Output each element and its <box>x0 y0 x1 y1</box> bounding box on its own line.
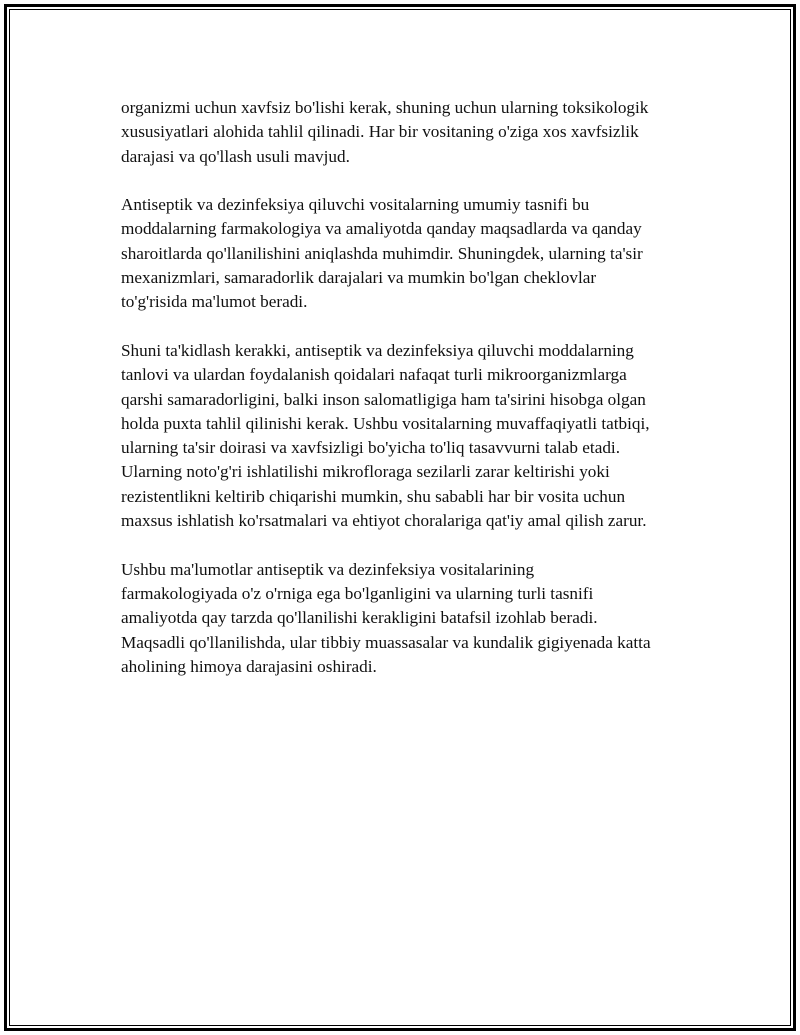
paragraph-1: organizmi uchun xavfsiz bo'lishi kerak, shuning uchun ularning toksikologik xususiyatlari alohida tahlil qilinadi. Har bir vositaning o'ziga xos xavfsizlik darajasi va qo'llash usuli mavjud. <box>121 98 649 166</box>
document-body <box>121 96 701 703</box>
paragraph-2: Antiseptik va dezinfeksiya qiluvchi vositalarning umumiy tasnifi bu moddalarning farmakologiya va amaliyotda qanday maqsadlarda va qanday sharoitlarda qo'llanilishini aniqlashda muhimdir. Shuningdek, ularning ta'sir mexanizmlari, samaradorlik darajalari va mumkin bo'lgan cheklovlar to'g'risida ma'lumot beradi. <box>121 195 643 312</box>
paragraph-4: Ushbu ma'lumotlar antiseptik va dezinfeksiya vositalarining farmakologiyada o'z o'rniga ega bo'lganligini va ularning turli tasnifi amaliyotda qay tarzda qo'llanilishi kerakligini batafsil izohlab beradi. Maqsadli qo'llanilishda, ular tibbiy muassasalar va kundalik gigiyenada katta aholining himoya darajasini oshiradi. <box>121 559 651 676</box>
paragraph-3: Shuni ta'kidlash kerakki, antiseptik va dezinfeksiya qiluvchi moddalarning tanlovi va ulardan foydalanish qoidalari nafaqat turli mikroorganizmlarga qarshi samaradorligini, balki inson salomatligiga ham ta'sirini hisobga olgan holda puxta tahlil qilinishi kerak. Ushbu vositalarning muvaffaqiyatli tatbiqi, ularning ta'sir doirasi va xavfsizligi bo'yicha to'liq tasavvurni talab etadi. Ularning noto'g'ri ishlatilishi mikrofloraga sezilarli zarar keltirishi yoki rezistentlikni keltirib chiqarishi mumkin, shu sababli har bir vosita uchun maxsus ishlatish ko'rsatmalari va ehtiyot choralariga qat'iy amal qilish zarur. <box>121 340 650 531</box>
page-border <box>4 4 796 1031</box>
